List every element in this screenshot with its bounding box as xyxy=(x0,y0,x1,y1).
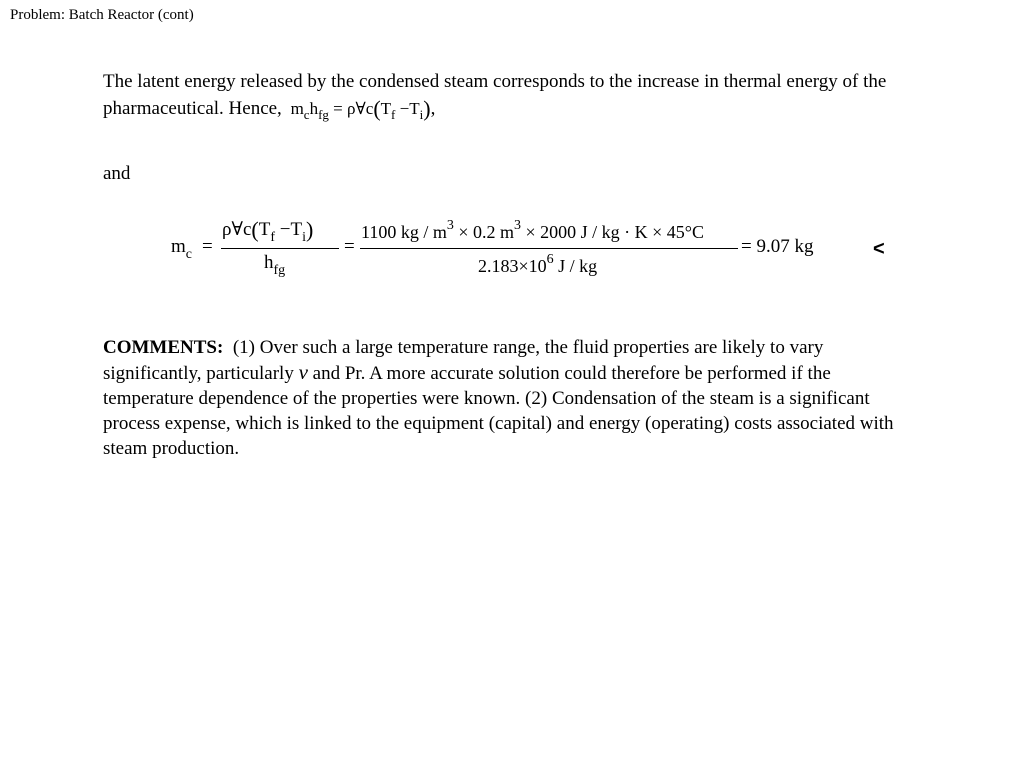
equals-sign: = xyxy=(344,236,355,257)
answer-marker: < xyxy=(873,238,885,260)
page-header: Problem: Batch Reactor (cont) xyxy=(10,7,194,23)
comments-text-part1: (1) Over such a large temperature range, the fluid properties are likely to vary significantly, particularly xyxy=(103,337,824,384)
comments-label: COMMENTS: xyxy=(103,337,224,358)
symbolic-fraction-numerator: $\rho\forall c(T_f -T_i)$ xyxy=(222,217,314,245)
connector-text: and xyxy=(103,163,131,184)
symbolic-fraction-denominator: $h_{fg}$ xyxy=(264,252,286,278)
nu-symbol: ν xyxy=(298,360,308,384)
numeric-fraction-numerator: 1100 kg / $m^3 \times 0.2$ $m^3 \times 2000$ J / kg · K × 45°C xyxy=(361,218,705,242)
equation-result: = 9.07 kg xyxy=(741,236,814,257)
intro-paragraph: The latent energy released by the condensed steam corresponds to the increase in thermal energy of the pharmaceutical. Hence, $m_ch_{fg}$ = $\rho\forall c(T_f -T_i)$, xyxy=(103,71,887,122)
intro-text: The latent energy released by the condensed steam corresponds to the increase in thermal energy of the pharmaceutical. Hence, xyxy=(103,71,887,119)
comments-text-part2: and Pr. A more accurate solution could therefore be performed if the temperature dependence of the properties were known. (2) Condensation of the steam is a significant process expense, which is linked to the equipment (capital) and energy (operating) costs associated with steam production. xyxy=(103,363,894,459)
equals-sign: = xyxy=(202,236,213,257)
symbolic-fraction-bar xyxy=(221,248,339,249)
equation-lhs: $m_c$ xyxy=(171,236,192,262)
numeric-fraction-denominator: $2.183\times 10^6$ J / kg xyxy=(478,252,598,276)
comments-paragraph xyxy=(103,335,913,461)
inline-energy-balance-equation: $m_ch_{fg}$ = $\rho\forall c(T_f -T_i)$ xyxy=(290,96,431,122)
numeric-fraction-bar xyxy=(360,248,738,249)
condensate-mass-equation xyxy=(0,216,1024,286)
